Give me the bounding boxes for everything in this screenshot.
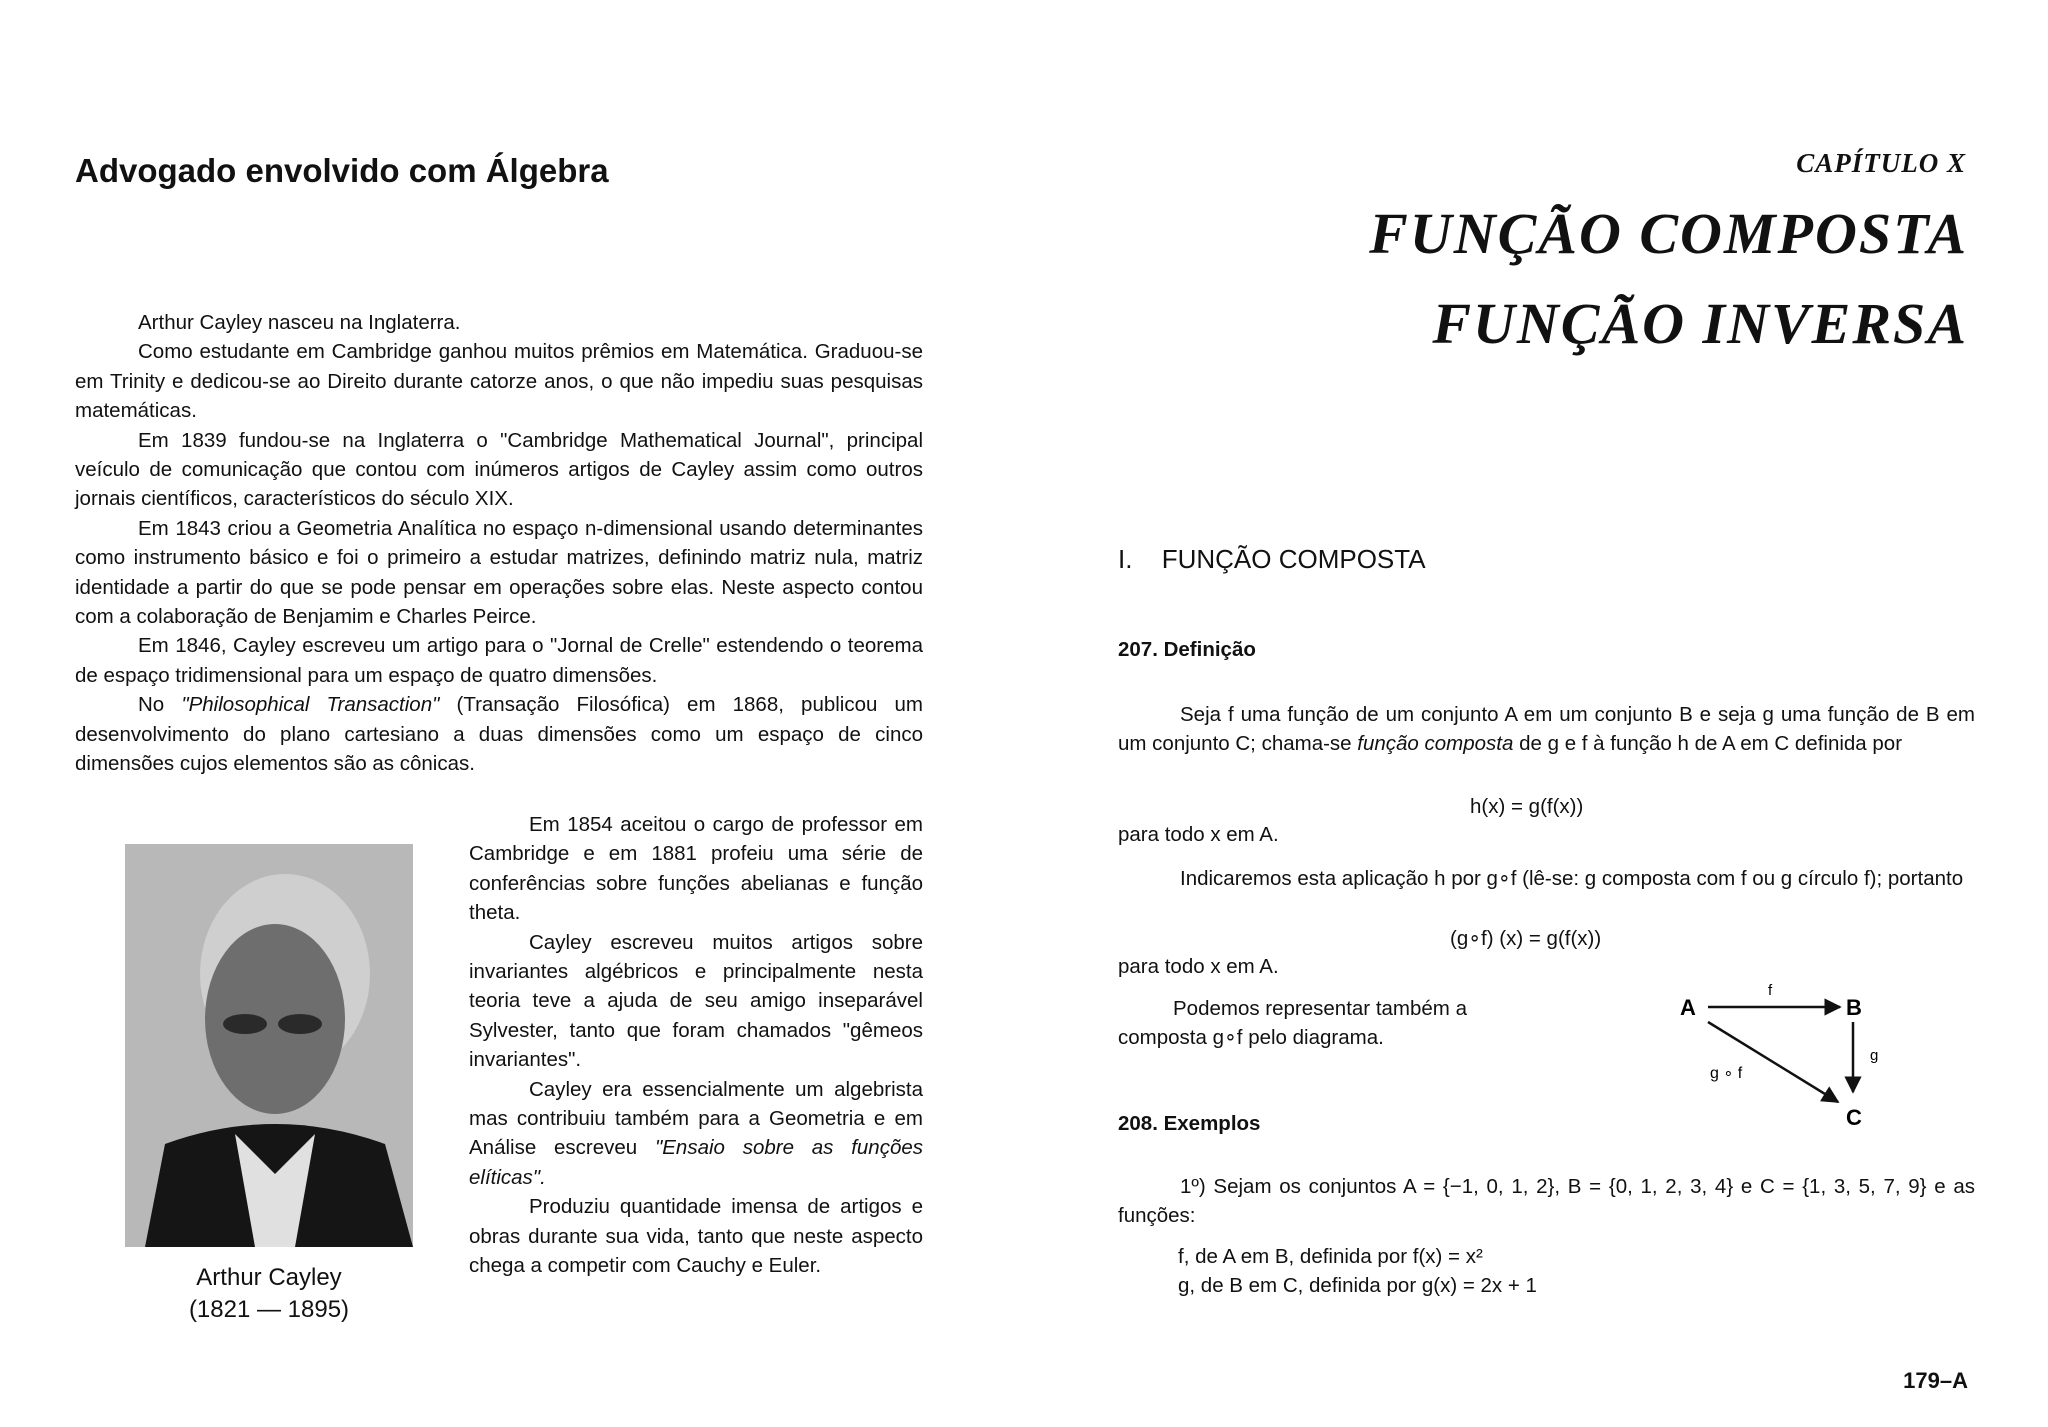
chapter-title-line2: FUNÇÃO INVERSA <box>1432 291 1968 356</box>
caption-name: Arthur Cayley <box>196 1264 342 1291</box>
notation-text: Indicaremos esta aplicação h por g∘f (lê-se: g composta com f ou g círculo f); portanto <box>1180 867 1964 890</box>
diagram-text: Podemos representar também a composta g∘f pelo diagrama. <box>1118 997 1467 1050</box>
section-number: I. <box>1118 544 1133 574</box>
left-page-title: Advogado envolvido com Álgebra <box>75 152 609 189</box>
section-heading <box>1118 544 1426 575</box>
bio-paragraph: Em 1839 fundou-se na Inglaterra o "Cambridge Mathematical Journal", principal veículo de comunicação que contou com inúmeros artigos de Cayley assim como outros jornais científicos, característicos do século XIX. <box>75 428 923 511</box>
bio-paragraph: Como estudante em Cambridge ganhou muitos prêmios em Matemática. Graduou-se em Trinity e dedicou-se ao Direito durante catorze anos, o que não impediu suas pesquisas matemáticas. <box>75 340 923 423</box>
label-gof: g ∘ f <box>1710 1065 1743 1082</box>
column-paragraph: Produziu quantidade imensa de artigos e obras durante sua vida, tanto que neste aspecto chega a competir com Cauchy e Euler. <box>469 1195 923 1278</box>
examples-heading: 208. Exemplos <box>1118 1112 1261 1135</box>
chapter-title-line1: FUNÇÃO COMPOSTA <box>1369 201 1968 266</box>
biography-text <box>75 308 923 779</box>
example-1-intro: 1º) Sejam os conjuntos A = {−1, 0, 1, 2}, B = {0, 1, 2, 3, 4} e C = {1, 3, 5, 7, 9} e as funções: <box>1118 1175 1975 1228</box>
formula-gof: (g∘f) (x) = g(f(x)) <box>1450 927 1602 950</box>
composition-diagram <box>1670 980 1900 1130</box>
label-f: f <box>1768 982 1773 999</box>
def-pre: Seja f uma função de um conjunto A em um conjunto B e seja g uma função de B em um conjunto C; chama-se <box>1118 703 1975 756</box>
column-paragraph-algebra <box>469 1075 923 1193</box>
diagram-node-a: A <box>1680 995 1696 1020</box>
philo-pre: No <box>138 693 182 717</box>
chapter-label: CAPÍTULO X <box>1796 148 1966 178</box>
definition-text <box>1118 700 1975 759</box>
bio-paragraph: Em 1846, Cayley escreveu um artigo para o "Jornal de Crelle" estendendo o teorema de espaço tridimensional para um espaço de quatro dimensões. <box>75 634 923 687</box>
definition-heading: 207. Definição <box>1118 638 1256 661</box>
diagram-node-c: C <box>1846 1105 1862 1130</box>
bio-paragraph-philosophical <box>75 690 923 778</box>
caption-years: (1821 — 1895) <box>188 1296 350 1323</box>
bio-paragraph: Arthur Cayley nasceu na Inglaterra. <box>138 311 461 334</box>
label-g: g <box>1870 1047 1879 1064</box>
column-paragraph: Em 1854 aceitou o cargo de professor em Cambridge e em 1881 profeiu uma série de conferências sobre funções abelianas e função theta. <box>469 813 923 925</box>
arthur-cayley-portrait <box>125 844 413 1247</box>
for-all-text: para todo x em A. <box>1118 955 1279 978</box>
example-1-f: f, de A em B, definida por f(x) = x² <box>1178 1245 1483 1268</box>
def-post: de g e f à função h de A em C definida por <box>1513 732 1903 756</box>
formula-composition: h(x) = g(f(x)) <box>1470 795 1584 818</box>
portrait-illustration <box>125 844 413 1247</box>
page-number: 179–A <box>1903 1368 1968 1393</box>
philo-post: (Transação Filosófica) em 1868, publicou um desenvolvimento do plano cartesiano a duas dimensões como um espaço de cinco dimensões cujos elementos são as cônicas. <box>75 693 923 776</box>
arrow-gof <box>1708 1022 1838 1102</box>
for-all-text: para todo x em A. <box>1118 823 1279 846</box>
def-term: função composta <box>1357 732 1514 756</box>
philo-title: "Philosophical Transaction" <box>181 693 440 717</box>
diagram-node-b: B <box>1846 995 1862 1020</box>
example-1-g: g, de B em C, definida por g(x) = 2x + 1 <box>1178 1274 1537 1297</box>
bio-paragraph: Em 1843 criou a Geometria Analítica no espaço n-dimensional usando determinantes como instrumento básico e foi o primeiro a estudar matrizes, definindo matriz nula, matriz identidade a partir do que se pode pensar em operações sobre elas. Neste aspecto contou com a colaboração de Benjamim e Charles Peirce. <box>75 516 923 629</box>
alg-pre: Cayley era essencialmente um algebrista mas contribuiu também para a Geometria e em Análise escreveu <box>469 1077 923 1160</box>
alg-title: "Ensaio sobre as funções elíticas". <box>469 1136 924 1189</box>
column-paragraph: Cayley escreveu muitos artigos sobre invariantes algébricos e principalmente nesta teoria teve a ajuda de seu amigo inseparável Sylvester, tanto que foram chamados "gêmeos invariantes". <box>469 930 923 1072</box>
biography-column <box>469 810 923 1281</box>
portrait-caption <box>125 1262 413 1326</box>
section-title: FUNÇÃO COMPOSTA <box>1161 544 1426 574</box>
